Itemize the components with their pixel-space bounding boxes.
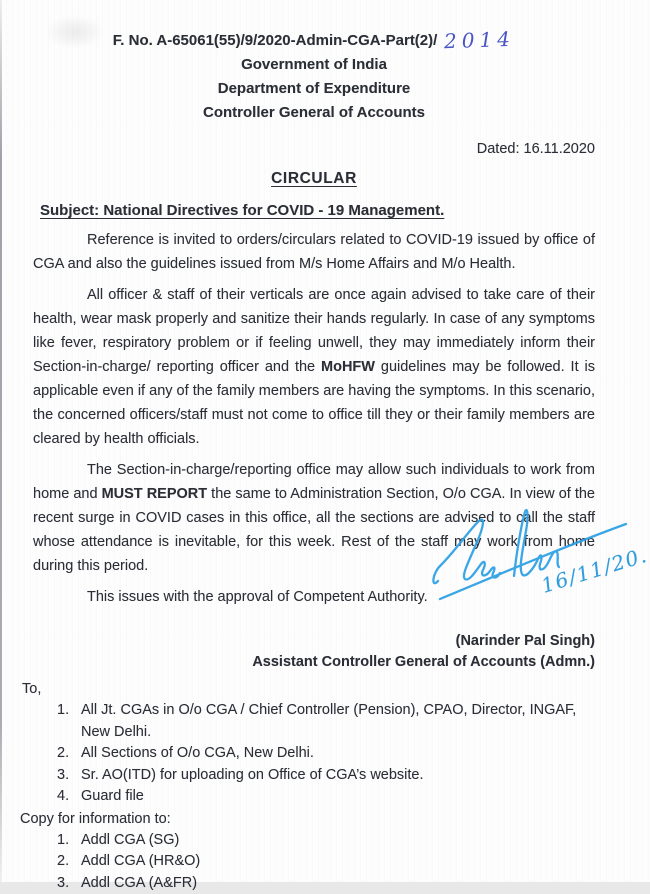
copy-item-3-number: 3. <box>57 873 81 894</box>
to-label: To, <box>22 679 595 700</box>
paragraph-health-advice <box>33 283 595 451</box>
copy-item-2-text: Addl CGA (HR&O) <box>81 851 595 873</box>
to-list <box>33 700 595 808</box>
signatory-designation: Assistant Controller General of Accounts (Admn.) <box>33 652 595 673</box>
org-line-department: Department of Expenditure <box>33 77 595 101</box>
paragraph-2-bold-mohfw: MoHFW <box>321 359 375 375</box>
scan-edge-artifact <box>0 0 2 882</box>
subject-line: Subject: National Directives for COVID - 19 Management. <box>40 202 444 219</box>
paragraph-approval: This issues with the approval of Competent Authority. <box>33 585 595 609</box>
paragraph-3-bold-must-report: MUST REPORT <box>102 486 208 502</box>
to-item-3-number: 3. <box>57 765 81 787</box>
to-item-1 <box>33 700 595 743</box>
copy-item-3 <box>33 873 595 894</box>
to-item-1-text: All Jt. CGAs in O/o CGA / Chief Controller (Pension), CPAO, Director, INGAF, New Delhi. <box>81 700 595 743</box>
copy-item-1 <box>33 830 595 852</box>
copy-item-2-number: 2. <box>57 851 81 873</box>
org-line-government: Government of India <box>33 53 595 77</box>
handwritten-dispatch-number: 2014 <box>444 27 516 53</box>
signature-date: 16/11/20. <box>538 543 650 598</box>
copy-item-1-text: Addl CGA (SG) <box>81 830 595 852</box>
to-item-4-number: 4. <box>57 786 81 808</box>
to-item-4-text: Guard file <box>81 786 595 808</box>
file-number: F. No. A-65061(55)/9/2020-Admin-CGA-Part(2)/ <box>113 32 438 49</box>
copy-item-1-number: 1. <box>57 830 81 852</box>
to-item-2 <box>33 743 595 765</box>
paragraph-3-text-1: The Section-in-charge/reporting office may allow such individuals to work from home and <box>33 462 595 502</box>
signoff-block <box>33 631 595 673</box>
to-item-3 <box>33 765 595 787</box>
file-number-line <box>33 28 595 53</box>
to-item-2-text: All Sections of O/o CGA, New Delhi. <box>81 743 595 765</box>
dated-line: Dated: 16.11.2020 <box>33 139 595 159</box>
copy-list <box>33 830 595 894</box>
copy-item-2 <box>33 851 595 873</box>
copy-for-information-label: Copy for information to: <box>20 809 595 830</box>
copy-item-3-text: Addl CGA (A&FR) <box>81 873 595 894</box>
to-item-1-number: 1. <box>57 700 81 743</box>
signatory-name: (Narinder Pal Singh) <box>33 631 595 652</box>
subject-row <box>33 201 595 221</box>
org-line-cga: Controller General of Accounts <box>33 101 595 125</box>
paragraph-2-text-1: All officer & staff of their verticals are once again advised to take care of their health, wear mask properly and sanitize their hands regularly. In case of any symptoms like fever, respiratory problem or if feeling unwell, they may immediately inform their Section-in-charge/ reporting officer and the <box>33 287 595 375</box>
document-type-title: CIRCULAR <box>271 170 357 187</box>
paragraph-2-text-2: guidelines may be followed. It is applicable even if any of the family members are having the symptoms. In this scenario, the concerned officers/staff must not come to office till they or their family members are cleared by health officials. <box>33 359 595 447</box>
to-item-2-number: 2. <box>57 743 81 765</box>
to-item-4 <box>33 786 595 808</box>
paragraph-reference: Reference is invited to orders/circulars related to COVID-19 issued by office of CGA and also the guidelines issued from M/s Home Affairs and M/o Health. <box>33 228 595 276</box>
paragraph-work-from-home <box>33 458 595 578</box>
to-item-3-text: Sr. AO(ITD) for uploading on Office of CGA’s website. <box>81 765 595 787</box>
paragraph-3-text-2: the same to Administration Section, O/o CGA. In view of the recent surge in COVID cases in this office, all the sections are advised to call the staff whose attendance is inevitable, for this week. Rest of the staff may work from home during this period. <box>33 486 595 574</box>
document-type-row <box>33 169 595 189</box>
